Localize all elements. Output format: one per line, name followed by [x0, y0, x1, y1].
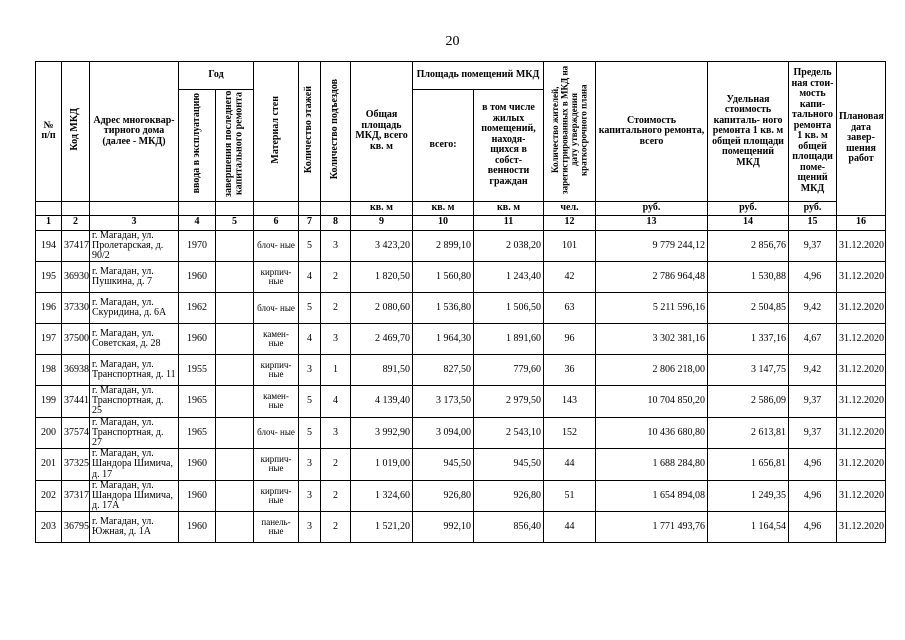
row-year-last-repair: [216, 355, 254, 386]
row-unit-cost: 2 613,81: [708, 417, 789, 449]
row-year-last-repair: [216, 293, 254, 324]
row-wall-material: панель- ные: [254, 512, 299, 543]
row-cost-total: 3 302 381,16: [596, 324, 708, 355]
table-header: [36, 62, 886, 231]
header-kod-label: Код МКД: [69, 108, 81, 151]
row-unit-cost: 1 530,88: [708, 262, 789, 293]
row-floors: 5: [299, 386, 321, 418]
row-total-area: 1 521,20: [351, 512, 413, 543]
table-row: [36, 293, 886, 324]
header-kod: [62, 62, 90, 202]
column-number: 5: [216, 215, 254, 230]
row-year-last-repair: [216, 386, 254, 418]
column-number: 16: [837, 215, 886, 230]
row-premises-residential: 2 543,10: [474, 417, 544, 449]
row-address: г. Магадан, ул. Советская, д. 28: [90, 324, 179, 355]
row-wall-material: кирпич- ные: [254, 480, 299, 512]
header-premises-total: всего:: [413, 90, 474, 202]
header-year-last-repair: [216, 90, 254, 202]
header-premises-group: Площадь помещений МКД: [413, 62, 544, 90]
row-residents: 42: [544, 262, 596, 293]
row-floors: 3: [299, 480, 321, 512]
row-premises-residential: 926,80: [474, 480, 544, 512]
row-premises-residential: 856,40: [474, 512, 544, 543]
column-number: 1: [36, 215, 62, 230]
row-planned-date: 31.12.2020: [837, 512, 886, 543]
row-unit-cost: 1 249,35: [708, 480, 789, 512]
column-numbers-row: [36, 215, 886, 230]
row-floors: 3: [299, 449, 321, 481]
row-year-commission: 1965: [179, 417, 216, 449]
row-planned-date: 31.12.2020: [837, 386, 886, 418]
row-address: г. Магадан, ул. Пушкина, д. 7: [90, 262, 179, 293]
row-floors: 5: [299, 293, 321, 324]
row-address: г. Магадан, ул. Пролетарская, д. 90/2: [90, 230, 179, 262]
row-premises-total: 1 536,80: [413, 293, 474, 324]
row-kod: 37574: [62, 417, 90, 449]
units-empty: [36, 201, 62, 215]
row-cost-total: 10 436 680,80: [596, 417, 708, 449]
column-number: 4: [179, 215, 216, 230]
row-year-last-repair: [216, 324, 254, 355]
table-row: [36, 449, 886, 481]
header-address: Адрес многоквар- тирного дома (далее - МКД): [90, 62, 179, 202]
row-unit-cost: 1 656,81: [708, 449, 789, 481]
row-number: 194: [36, 230, 62, 262]
row-total-area: 3 992,90: [351, 417, 413, 449]
row-limit-cost: 9,37: [789, 386, 837, 418]
row-number: 198: [36, 355, 62, 386]
row-number: 195: [36, 262, 62, 293]
row-cost-total: 9 779 244,12: [596, 230, 708, 262]
row-total-area: 2 469,70: [351, 324, 413, 355]
header-premises-residential: в том числе жилых помещений, находя- щихся в собст- венности граждан: [474, 90, 544, 202]
column-number: 14: [708, 215, 789, 230]
header-wall-material: [254, 62, 299, 202]
column-number: 2: [62, 215, 90, 230]
row-wall-material: блоч- ные: [254, 230, 299, 262]
row-year-commission: 1960: [179, 512, 216, 543]
header-floors-label: Количество этажей: [303, 85, 315, 174]
row-unit-cost: 1 337,16: [708, 324, 789, 355]
row-unit-cost: 1 164,54: [708, 512, 789, 543]
row-total-area: 1 019,00: [351, 449, 413, 481]
row-total-area: 3 423,20: [351, 230, 413, 262]
row-address: г. Магадан, ул. Скуридина, д. 6А: [90, 293, 179, 324]
row-residents: 44: [544, 512, 596, 543]
row-premises-residential: 779,60: [474, 355, 544, 386]
header-unit-cost: Удельная стоимость капиталь- ного ремонта 1 кв. м общей площади помещений МКД: [708, 62, 789, 202]
table-row: [36, 230, 886, 262]
row-premises-residential: 2 038,20: [474, 230, 544, 262]
row-address: г. Магадан, ул. Шандора Шимича, д. 17А: [90, 480, 179, 512]
row-year-commission: 1960: [179, 480, 216, 512]
row-floors: 5: [299, 417, 321, 449]
units-empty: [321, 201, 351, 215]
row-number: 199: [36, 386, 62, 418]
row-address: г. Магадан, ул. Шандора Шимича, д. 17: [90, 449, 179, 481]
row-entrances: 3: [321, 417, 351, 449]
row-entrances: 2: [321, 293, 351, 324]
units-empty: [216, 201, 254, 215]
row-limit-cost: 9,42: [789, 355, 837, 386]
row-residents: 44: [544, 449, 596, 481]
row-residents: 152: [544, 417, 596, 449]
header-cost-total: Стоимость капитального ремонта, всего: [596, 62, 708, 202]
row-residents: 101: [544, 230, 596, 262]
header-year-last-repair-label: завершения последнего капитального ремонта: [223, 90, 245, 197]
row-unit-cost: 2 504,85: [708, 293, 789, 324]
row-planned-date: 31.12.2020: [837, 480, 886, 512]
row-planned-date: 31.12.2020: [837, 293, 886, 324]
units-empty: [62, 201, 90, 215]
row-planned-date: 31.12.2020: [837, 324, 886, 355]
header-floors: [299, 62, 321, 202]
row-kod: 37417: [62, 230, 90, 262]
column-number: 11: [474, 215, 544, 230]
row-floors: 4: [299, 324, 321, 355]
header-residents: [544, 62, 596, 202]
row-premises-total: 3 094,00: [413, 417, 474, 449]
row-wall-material: кирпич- ные: [254, 355, 299, 386]
units-empty: [299, 201, 321, 215]
row-limit-cost: 4,67: [789, 324, 837, 355]
row-year-commission: 1970: [179, 230, 216, 262]
row-entrances: 2: [321, 480, 351, 512]
unit-premises-total: кв. м: [413, 201, 474, 215]
row-planned-date: 31.12.2020: [837, 262, 886, 293]
units-empty: [179, 201, 216, 215]
row-entrances: 1: [321, 355, 351, 386]
row-premises-total: 926,80: [413, 480, 474, 512]
header-year-group: Год: [179, 62, 254, 90]
row-premises-residential: 1 506,50: [474, 293, 544, 324]
unit-total-area: кв. м: [351, 201, 413, 215]
row-year-commission: 1955: [179, 355, 216, 386]
header-year-commission-label: ввода в эксплуатацию: [190, 93, 202, 194]
row-address: г. Магадан, ул. Транспортная, д. 27: [90, 417, 179, 449]
row-floors: 5: [299, 230, 321, 262]
row-year-commission: 1965: [179, 386, 216, 418]
table-row: [36, 262, 886, 293]
row-unit-cost: 2 856,76: [708, 230, 789, 262]
row-total-area: 1 820,50: [351, 262, 413, 293]
row-residents: 96: [544, 324, 596, 355]
table-row: [36, 324, 886, 355]
row-entrances: 2: [321, 449, 351, 481]
row-wall-material: блоч- ные: [254, 417, 299, 449]
row-cost-total: 2 786 964,48: [596, 262, 708, 293]
row-year-commission: 1960: [179, 449, 216, 481]
row-premises-total: 1 560,80: [413, 262, 474, 293]
row-planned-date: 31.12.2020: [837, 417, 886, 449]
row-floors: 4: [299, 262, 321, 293]
repair-plan-table: [35, 61, 886, 543]
row-entrances: 4: [321, 386, 351, 418]
column-number: 10: [413, 215, 474, 230]
table-row: [36, 355, 886, 386]
header-limit-cost: Предель ная стои- мость капи- тального ремонта 1 кв. м общей площади поме- щений МКД: [789, 62, 837, 202]
row-cost-total: 1 771 493,76: [596, 512, 708, 543]
row-kod: 37325: [62, 449, 90, 481]
row-limit-cost: 4,96: [789, 480, 837, 512]
row-floors: 3: [299, 512, 321, 543]
table-row: [36, 480, 886, 512]
row-number: 200: [36, 417, 62, 449]
column-number: 13: [596, 215, 708, 230]
row-year-last-repair: [216, 262, 254, 293]
row-wall-material: камен- ные: [254, 386, 299, 418]
row-number: 203: [36, 512, 62, 543]
column-number: 8: [321, 215, 351, 230]
row-number: 201: [36, 449, 62, 481]
row-premises-residential: 1 243,40: [474, 262, 544, 293]
row-year-last-repair: [216, 417, 254, 449]
row-wall-material: кирпич- ные: [254, 262, 299, 293]
row-address: г. Магадан, ул. Южная, д. 1А: [90, 512, 179, 543]
row-year-last-repair: [216, 512, 254, 543]
row-unit-cost: 2 586,09: [708, 386, 789, 418]
row-premises-residential: 2 979,50: [474, 386, 544, 418]
row-residents: 51: [544, 480, 596, 512]
row-address: г. Магадан, ул. Транспортная, д. 25: [90, 386, 179, 418]
page-number: 20: [445, 34, 460, 49]
row-planned-date: 31.12.2020: [837, 230, 886, 262]
row-premises-total: 945,50: [413, 449, 474, 481]
row-kod: 37317: [62, 480, 90, 512]
row-year-commission: 1962: [179, 293, 216, 324]
row-premises-total: 2 899,10: [413, 230, 474, 262]
row-year-last-repair: [216, 449, 254, 481]
row-number: 196: [36, 293, 62, 324]
row-year-last-repair: [216, 230, 254, 262]
row-total-area: 4 139,40: [351, 386, 413, 418]
column-number: 7: [299, 215, 321, 230]
row-limit-cost: 9,37: [789, 230, 837, 262]
row-premises-total: 992,10: [413, 512, 474, 543]
row-premises-total: 3 173,50: [413, 386, 474, 418]
row-kod: 37330: [62, 293, 90, 324]
row-limit-cost: 4,96: [789, 262, 837, 293]
row-number: 197: [36, 324, 62, 355]
column-number: 12: [544, 215, 596, 230]
row-floors: 3: [299, 355, 321, 386]
row-cost-total: 2 806 218,00: [596, 355, 708, 386]
header-npp: № п/п: [36, 62, 62, 202]
row-residents: 36: [544, 355, 596, 386]
column-number: 15: [789, 215, 837, 230]
row-wall-material: камен- ные: [254, 324, 299, 355]
row-address: г. Магадан, ул. Транспортная, д. 11: [90, 355, 179, 386]
row-cost-total: 10 704 850,20: [596, 386, 708, 418]
header-entrances: [321, 62, 351, 202]
row-residents: 143: [544, 386, 596, 418]
row-kod: 37441: [62, 386, 90, 418]
row-cost-total: 1 654 894,08: [596, 480, 708, 512]
row-limit-cost: 9,42: [789, 293, 837, 324]
header-wall-material-label: Материал стен: [269, 95, 281, 164]
unit-premises-residential: кв. м: [474, 201, 544, 215]
unit-unit-cost: руб.: [708, 201, 789, 215]
row-year-last-repair: [216, 480, 254, 512]
row-entrances: 2: [321, 262, 351, 293]
row-kod: 36930: [62, 262, 90, 293]
table-row: [36, 417, 886, 449]
row-total-area: 1 324,60: [351, 480, 413, 512]
row-cost-total: 5 211 596,16: [596, 293, 708, 324]
unit-cost-total: руб.: [596, 201, 708, 215]
header-entrances-label: Количество подъездов: [329, 79, 341, 180]
column-number: 6: [254, 215, 299, 230]
units-empty: [254, 201, 299, 215]
row-cost-total: 1 688 284,80: [596, 449, 708, 481]
row-total-area: 891,50: [351, 355, 413, 386]
row-planned-date: 31.12.2020: [837, 355, 886, 386]
row-residents: 63: [544, 293, 596, 324]
row-number: 202: [36, 480, 62, 512]
header-residents-label: Количество жителей, зарегистрированных в МКД на дату утверждения краткосрочного плана: [549, 65, 588, 194]
row-entrances: 2: [321, 512, 351, 543]
row-kod: 37500: [62, 324, 90, 355]
table-row: [36, 386, 886, 418]
unit-limit-cost: руб.: [789, 201, 837, 215]
row-entrances: 3: [321, 324, 351, 355]
row-planned-date: 31.12.2020: [837, 449, 886, 481]
header-total-area: Общая площадь МКД, всего кв. м: [351, 62, 413, 202]
unit-residents: чел.: [544, 201, 596, 215]
table-body: [36, 230, 886, 543]
row-wall-material: кирпич- ные: [254, 449, 299, 481]
header-planned-date: Плановая дата завер- шения работ: [837, 62, 886, 216]
row-limit-cost: 4,96: [789, 512, 837, 543]
row-limit-cost: 4,96: [789, 449, 837, 481]
row-year-commission: 1960: [179, 324, 216, 355]
row-premises-residential: 1 891,60: [474, 324, 544, 355]
column-number: 9: [351, 215, 413, 230]
table-row: [36, 512, 886, 543]
row-total-area: 2 080,60: [351, 293, 413, 324]
row-year-commission: 1960: [179, 262, 216, 293]
row-premises-total: 1 964,30: [413, 324, 474, 355]
row-kod: 36795: [62, 512, 90, 543]
row-kod: 36938: [62, 355, 90, 386]
units-empty: [90, 201, 179, 215]
row-limit-cost: 9,37: [789, 417, 837, 449]
column-number: 3: [90, 215, 179, 230]
row-wall-material: блоч- ные: [254, 293, 299, 324]
header-year-commission: [179, 90, 216, 202]
row-premises-residential: 945,50: [474, 449, 544, 481]
row-unit-cost: 3 147,75: [708, 355, 789, 386]
row-premises-total: 827,50: [413, 355, 474, 386]
row-entrances: 3: [321, 230, 351, 262]
